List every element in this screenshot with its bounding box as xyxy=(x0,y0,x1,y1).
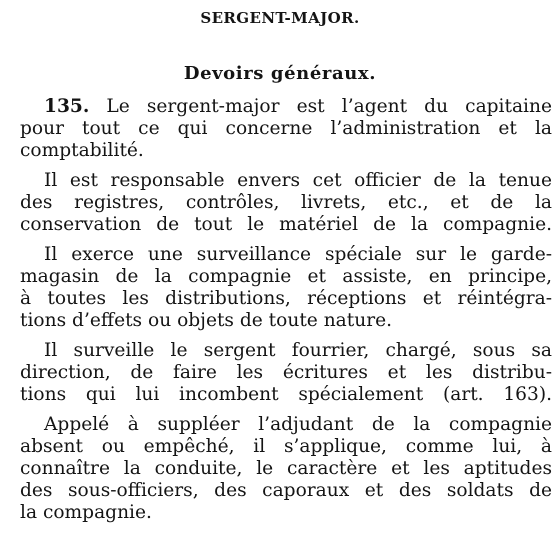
paragraph-line: Appelé à suppléer l’adjudant de la compagnie xyxy=(44,414,552,435)
paragraph-line: des sous-officiers, des caporaux et des soldats de xyxy=(20,480,552,501)
paragraph-line: connaître la conduite, le caractère et les aptitudes xyxy=(20,458,552,479)
section-title: Devoirs généraux. xyxy=(183,63,377,84)
paragraph-line: pour tout ce qui concerne l’administration et la xyxy=(20,118,552,139)
paragraph-line: direction, de faire les écritures et les distribu- xyxy=(20,362,552,383)
paragraph-line: magasin de la compagnie et assiste, en principe, xyxy=(20,266,552,287)
running-head: SERGENT-MAJOR. xyxy=(200,9,360,27)
paragraph-line: Il exerce une surveillance spéciale sur le garde- xyxy=(44,244,552,265)
paragraph-line: à toutes les distributions, réceptions et réintégra- xyxy=(20,288,552,309)
paragraph-line: conservation de tout le matériel de la compagnie. xyxy=(20,214,552,235)
paragraph-line xyxy=(44,96,552,118)
paragraph-line: Il est responsable envers cet officier de la tenue xyxy=(44,170,552,191)
paragraph-line: la compagnie. xyxy=(20,502,152,523)
paragraph-line: tions qui lui incombent spécialement (art. 163). xyxy=(20,384,552,405)
paragraph-text: Le sergent-major est l’agent du capitaine xyxy=(89,96,552,117)
paragraph-line: comptabilité. xyxy=(20,140,144,161)
paragraph-line: tions d’effets ou objets de toute nature. xyxy=(20,310,393,331)
article-number: 135. xyxy=(44,96,90,117)
paragraph-line: des registres, contrôles, livrets, etc., et de la xyxy=(20,192,552,213)
paragraph-line: absent ou empêché, il s’applique, comme lui, à xyxy=(20,436,552,457)
paragraph-line: Il surveille le sergent fourrier, chargé, sous sa xyxy=(44,340,552,361)
